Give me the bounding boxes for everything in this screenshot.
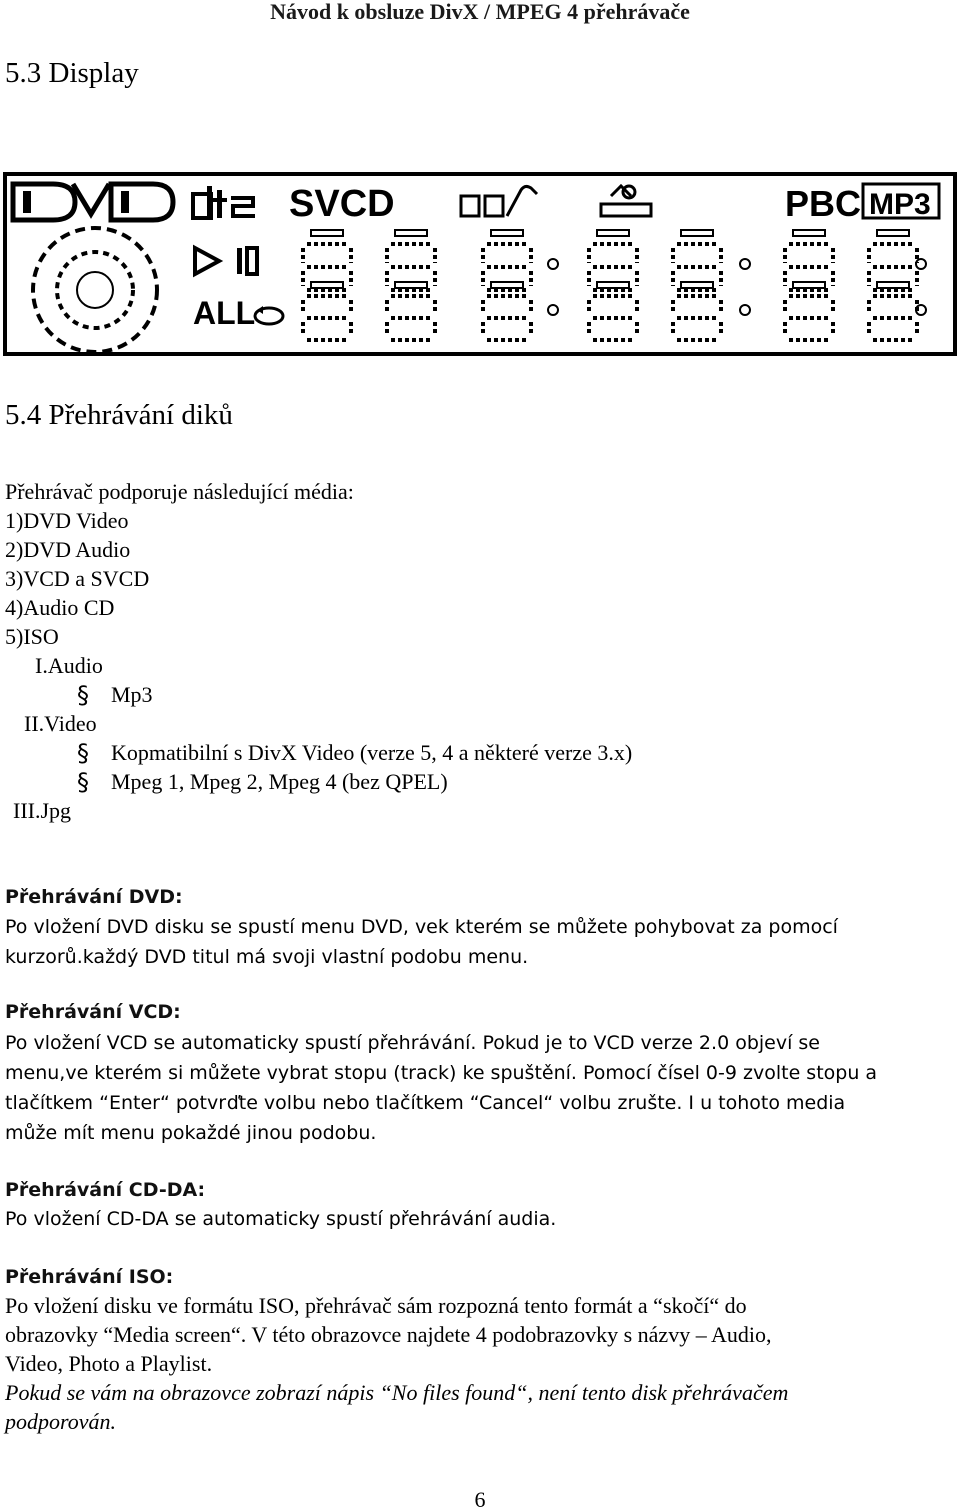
pbc-indicator: PBC	[785, 183, 862, 224]
vcd-paragraph	[5, 1028, 935, 1148]
paragraph-line: kurzorů.každý DVD titul má svoji vlastní podobu menu.	[5, 946, 529, 968]
paragraph-line: obrazovky “Media screen“. V této obrazovce najdete 4 podobrazovky s názvy – Audio,	[5, 1322, 772, 1347]
media-item: 4)Audio CD	[5, 595, 115, 620]
section-title-display: 5.3 Display	[5, 57, 139, 89]
paragraph-line: Pokud se vám na obrazovce zobrazí nápis “No files found“, není tento disk přehrávačem	[5, 1380, 789, 1405]
repeat-all-indicator: ALL	[193, 295, 256, 331]
iso-video-label: II.Video	[24, 711, 97, 736]
paragraph-line: Po vložení VCD se automaticky spustí přehrávání. Pokud je to VCD verze 2.0 objeví se	[5, 1032, 820, 1054]
document-header: Návod k obsluze DivX / MPEG 4 přehrávače	[270, 0, 690, 24]
paragraph-line: Po vložení disku ve formátu ISO, přehrávač sám rozpozná tento formát a “skočí“ do	[5, 1293, 747, 1318]
section-title-playback: 5.4 Přehrávání diků	[5, 399, 233, 431]
media-item: 2)DVD Audio	[5, 537, 131, 562]
paragraph-line: Po vložení DVD disku se spustí menu DVD, vek kterém se můžete pohybovat za pomocí	[5, 916, 838, 938]
paragraph-line: tlačítkem “Enter“ potvrďte volbu nebo tlačítkem “Cancel“ volbu zrušte. I u tohoto media	[5, 1092, 846, 1114]
media-item: 3)VCD a SVCD	[5, 566, 150, 591]
cdda-paragraph	[5, 1204, 935, 1234]
iso-audio-item: Mp3	[111, 682, 153, 707]
paragraph-line: může mít menu pokaždé jinou podobu.	[5, 1122, 377, 1144]
media-intro: Přehrávač podporuje následující média:	[5, 479, 354, 504]
dvd-paragraph	[5, 912, 935, 972]
iso-jpg-label: III.Jpg	[13, 798, 72, 823]
mp3-indicator: MP3	[869, 188, 931, 221]
paragraph-line: Video, Photo a Playlist.	[5, 1351, 213, 1376]
iso-paragraph	[5, 1291, 940, 1378]
svcd-indicator: SVCD	[289, 183, 395, 225]
paragraph-line: menu,ve kterém si můžete vybrat stopu (track) ke spuštění. Pomocí čísel 0-9 zvolte stopu a	[5, 1062, 878, 1084]
iso-heading: Přehrávání ISO:	[5, 1266, 174, 1288]
iso-audio-label: I.Audio	[35, 653, 103, 678]
page-number: 6	[474, 1487, 486, 1512]
iso-video-item: Kopmatibilní s DivX Video (verze 5, 4 a některé verze 3.x)	[111, 740, 633, 765]
section-bullet-icon	[78, 770, 88, 796]
media-item: 5)ISO	[5, 624, 59, 649]
paragraph-line: Po vložení CD-DA se automaticky spustí přehrávání audia.	[5, 1208, 557, 1230]
iso-video-item: Mpeg 1, Mpeg 2, Mpeg 4 (bez QPEL)	[111, 769, 448, 794]
vcd-heading: Přehrávání VCD:	[5, 1001, 181, 1023]
display-panel	[3, 172, 957, 356]
iso-note	[5, 1378, 940, 1436]
section-bullet-icon	[78, 741, 88, 767]
section-bullet-icon	[78, 683, 88, 709]
paragraph-line: podporován.	[5, 1409, 117, 1434]
media-item: 1)DVD Video	[5, 508, 129, 533]
cdda-heading: Přehrávání CD-DA:	[5, 1179, 206, 1201]
dvd-heading: Přehrávání DVD:	[5, 886, 183, 908]
